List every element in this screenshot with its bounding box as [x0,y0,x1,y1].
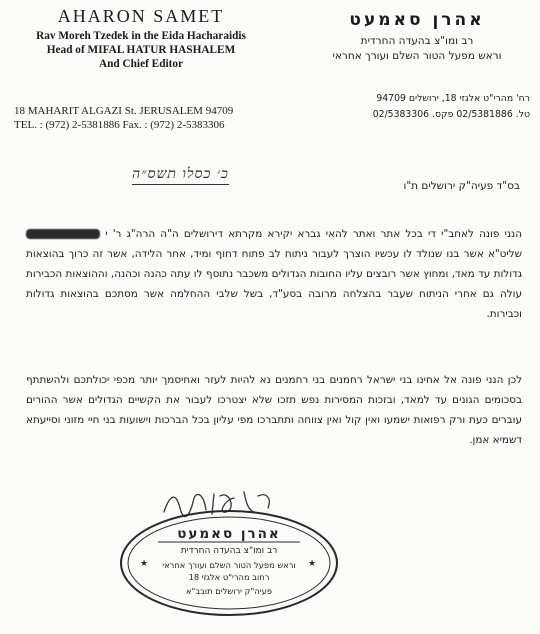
letterhead-he-name: אהרן סאמעט [349,10,485,30]
svg-text:★: ★ [308,559,317,569]
stamp-line-2: וראש מפעל הטור השלם ועורך אחראי [162,560,296,570]
stamp-text [118,508,340,618]
letterhead-en-position: Head of MIFAL HATUR HASHALEM [46,44,236,56]
letterhead-he-phones: טל. 02/5381886 פקס. 02/5383306 [372,109,530,120]
letterhead-en-name: AHARON SAMET [57,6,225,26]
letter-paragraph-2: לכן הנני פונה אל אחינו בני ישראל רחמנים בני רחמנים נא להיות לעזר ואחיסמך יותר מכפי יכולתכם ולהשתתף בסכומים הגונים עד למאד, ובזכות המסירות נפש תזכו שלא יצטרכו לעבור את הקשיים הגדולים אשר ההורים עוברים כעת ורק רפואות ישמעו ואין קול ואין צווחה ותתברכו מפי עליון בכל הברכות וישועות בני חיי מזוני וסייעתא דשמיא אמן. [26,374,522,446]
letterhead-en-phones: TEL. : (972) 2-5381886 Fax. : (972) 2-5383306 [14,119,225,131]
svg-text:★: ★ [140,559,149,569]
paragraph-1-opening: הנני פונה לאחב"י די בכל אתר ואתר להאי גברא יקירא מקרתא דירושלים ה"ה הרה"ג ר' י [105,228,522,240]
handwritten-date [132,166,229,183]
handwritten-underline [132,184,229,185]
letter-paragraph-1 [26,224,522,324]
paragraph-1-continuation: שליט"א אשר בנו שנולד לו עכשיו הוצרך לעבור ניתוח לב פתוח דחוף ומיד, אחר הלידה, אשר זה כרוך בהוצאות גדולות עד מאד, ומחוץ אשר רובצים עליו החובות הגדולים משכבר נתוסף לו עתה כהנה וכהנה, וההוצאות הכבירות עולה גם אחרי הניתוח שעבר בהצלחה מרובה בסע"ד, בשל שלבי ההחלמה אשר מסתכם בהוצאות גדולות וכבירות. [26,248,522,320]
letterhead-en-editor: And Chief Editor [98,58,184,70]
letterhead-en-address: 18 MAHARIT ALGAZI St. JERUSALEM 94709 [14,105,234,117]
letterhead-en-contact [14,104,233,132]
letterhead-english [6,6,276,71]
handwritten-date-text: כ׳ כסלו תשס״ה [132,166,229,182]
letterhead-en-title: Rav Moreh Tzedek in the Eida Hacharaidis [36,30,246,42]
letterhead-he-address: רח' מהרי"ט אלגזי 18, ירושלים 94709 [376,93,530,104]
stamp-line-1: רב ומו"צ בהעדה החרדית [180,546,278,556]
redacted-name [26,229,100,239]
letterhead-he-title: רב ומו"צ בהעדה החרדית [360,35,474,47]
stamp-line-3: רחוב מהרי"ט אלגזי 18 [188,572,270,582]
letterhead-he-position: וראש מפעל הטור השלם ועורך אחראי [332,50,502,62]
letterhead-hebrew [302,10,532,64]
stamp-name: אהרן סאמעט [177,526,281,542]
letter-greeting: בס"ד פעיה"ק ירושלים ת"ו [403,180,520,192]
stamp-line-4: פעיה"ק ירושלים תובב"א [185,586,273,596]
